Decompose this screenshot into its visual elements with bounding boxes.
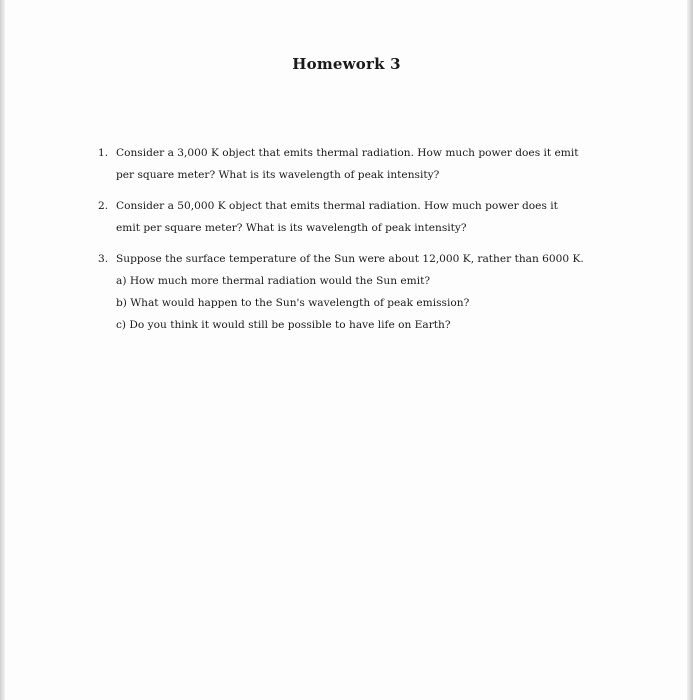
problem-text-line: per square meter? What is its wavelength of peak intensity? [116,169,440,181]
problem-number: 1. [98,147,109,159]
problem-text-line: Suppose the surface temperature of the Sun were about 12,000 K, rather than 6000 K. [116,253,584,265]
problem-list [98,142,610,345]
problem-number: 2. [98,200,109,212]
page-title: Homework 3 [292,55,401,73]
page-edge-left [0,0,5,700]
subpart-b: b) What would happen to the Sun's wavelength of peak emission? [116,297,470,309]
problem-text-line: Consider a 3,000 K object that emits thermal radiation. How much power does it emit [116,147,579,159]
problem-text-line: Consider a 50,000 K object that emits thermal radiation. How much power does it [116,200,558,212]
subpart-a: a) How much more thermal radiation would the Sun emit? [116,275,431,287]
page-edge-right [687,0,693,700]
problem-2 [98,195,610,239]
problem-1 [98,142,610,186]
subpart-c: c) Do you think it would still be possible to have life on Earth? [116,319,451,331]
problem-3 [98,248,610,336]
problem-text-line: emit per square meter? What is its wavelength of peak intensity? [116,222,467,234]
problem-number: 3. [98,253,109,265]
